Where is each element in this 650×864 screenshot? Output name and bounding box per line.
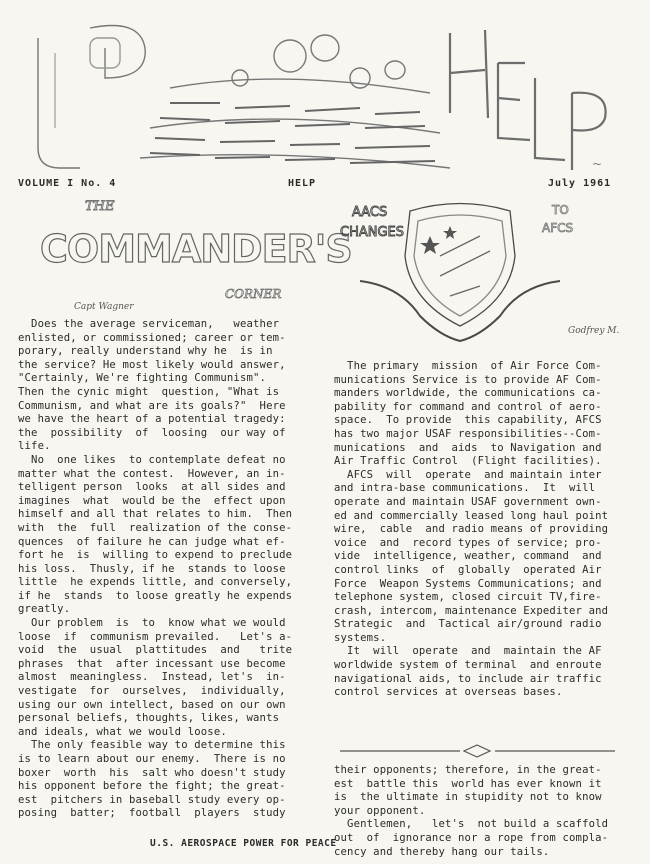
- commanders-article-continued: [334, 764, 608, 859]
- text-line: AFCS will operate and maintain inter: [334, 468, 602, 481]
- masthead-drawing: [20, 8, 640, 178]
- text-line: and ideals, what we would loose.: [18, 725, 227, 738]
- text-line: the service? He most likely would answer,: [18, 358, 286, 371]
- text-line: almost meaningless. Instead, let's in-: [18, 671, 286, 684]
- text-line: vide intelligence, weather, command and: [334, 550, 602, 563]
- text-line: personal beliefs, thoughts, likes, wants: [18, 712, 280, 725]
- text-line: imagines what would be the effect upon: [18, 494, 286, 507]
- text-line: void the usual plattitudes and trite: [18, 644, 293, 657]
- text-line: vestigate for ourselves, individually,: [18, 685, 286, 698]
- text-line: manders worldwide, the communications ca-: [334, 387, 602, 400]
- issue-date: July 1961: [548, 178, 612, 189]
- commanders-article: [18, 318, 292, 821]
- text-line: the possibility of loosing our way of: [18, 426, 286, 439]
- text-line: Then the cynic might question, "What is: [18, 385, 280, 398]
- text-line: quences of failure he can judge what ef-: [18, 535, 286, 548]
- text-line: space. To provide this capability, AFCS: [334, 414, 602, 427]
- aacs-emblem: [330, 196, 590, 356]
- masthead-art: [20, 8, 640, 178]
- to-line2: AFCS: [542, 221, 574, 235]
- text-line: "Certainly, We're fighting Communism".: [18, 372, 267, 385]
- text-line: navigational aids, to include air traffic: [334, 672, 602, 685]
- text-line: greatly.: [18, 603, 71, 616]
- text-line: It will operate and maintain the AF: [334, 645, 602, 658]
- text-line: using our own intellect, based on our own: [18, 698, 286, 711]
- aacs-title-line2: CHANGES: [340, 225, 405, 240]
- title-the: THE: [85, 199, 115, 214]
- text-line: est pitchers in baseball study every op-: [18, 793, 286, 806]
- text-line: and intra-base communications. It will: [334, 482, 596, 495]
- text-line: with the full realization of the conse-: [18, 521, 293, 534]
- to-line1: TO: [552, 203, 569, 217]
- text-line: if he stands to loose greatly he expends: [18, 589, 293, 602]
- signature-godfrey: Godfrey M.: [568, 326, 620, 336]
- text-line: control links of globally operated Air: [334, 563, 602, 576]
- text-line: The only feasible way to determine this: [18, 739, 286, 752]
- footer-slogan: U.S. AEROSPACE POWER FOR PEACE: [150, 838, 337, 849]
- text-line: pability for command and control of aero-: [334, 400, 602, 413]
- text-line: voice and record types of service; pro-: [334, 536, 602, 549]
- volume-number: VOLUME I No. 4: [18, 178, 117, 189]
- text-line: their opponents; therefore, in the great-: [334, 764, 602, 776]
- text-line: boxer worth his salt who doesn't study: [18, 766, 286, 779]
- text-line: matter what the contest. However, an in-: [18, 467, 286, 480]
- text-line: telligent person looks at all sides and: [18, 481, 286, 494]
- text-line: Communism, and what are its goals?" Here: [18, 399, 286, 412]
- signature-wagner: Capt Wagner: [74, 302, 134, 312]
- text-line: porary, really understand why he is in: [18, 345, 273, 358]
- text-line: est battle this world has ever known it: [334, 777, 602, 790]
- commanders-corner-lettering: [40, 196, 352, 316]
- text-line: munications Service is to provide AF Com-: [334, 373, 602, 386]
- text-line: ed and commercially leased long haul point: [334, 509, 609, 522]
- text-line: is to learn about our enemy. There is no: [18, 753, 286, 765]
- text-line: telephone system, closed circuit TV,fire-: [334, 591, 602, 604]
- text-line: himself and all that relates to him. Then: [18, 508, 293, 521]
- text-line: loose if communism prevailed. Let's a-: [18, 630, 293, 643]
- text-line: cency and thereby hang our tails.: [334, 845, 550, 858]
- text-line: munications and aids to Navigation and: [334, 441, 602, 454]
- title-commanders: COMMANDER'S: [40, 227, 352, 271]
- text-line: we have the heart of a potential tragedy:: [18, 413, 286, 426]
- text-line: control services at overseas bases.: [334, 686, 563, 699]
- aacs-title-line1: AACS: [352, 205, 388, 220]
- section-divider: [340, 744, 615, 758]
- emblem-drawing: [330, 196, 590, 356]
- text-line: operate and maintain USAF government own-: [334, 495, 602, 508]
- text-line: Gentlemen, let's not build a scaffold: [334, 818, 609, 831]
- text-line: Air Traffic Control (Flight facilities).: [334, 455, 602, 468]
- svg-text:~: ~: [592, 157, 603, 171]
- text-line: wire, cable and radio means of providing: [334, 523, 609, 536]
- text-line: Force Weapon Systems Communications; and: [334, 577, 602, 590]
- text-line: crash, intercom, maintenance Expediter and: [334, 604, 609, 617]
- text-line: systems.: [334, 631, 387, 644]
- text-line: Our problem is to know what we would: [18, 617, 286, 630]
- aacs-article: [334, 360, 608, 700]
- text-line: The primary mission of Air Force Com-: [334, 360, 602, 372]
- text-line: Does the average serviceman, weather: [18, 318, 280, 330]
- text-line: worldwide system of terminal and enroute: [334, 659, 602, 672]
- text-line: his opponent before the fight; the great-: [18, 780, 286, 793]
- text-line: your opponent.: [334, 804, 426, 817]
- text-line: phrases that after incessant use become: [18, 657, 286, 670]
- text-line: has two major USAF responsibilities--Com-: [334, 427, 602, 440]
- text-line: fort he is willing to expend to preclude: [18, 549, 293, 562]
- text-line: his loss. Thusly, if he stands to loose: [18, 562, 286, 575]
- issue-title: HELP: [288, 178, 317, 189]
- text-line: is the ultimate in stupidity not to know: [334, 791, 602, 804]
- text-line: out of ignorance nor a rope from compla-: [334, 831, 609, 844]
- title-corner: CORNER: [225, 287, 282, 301]
- text-line: life.: [18, 440, 51, 453]
- text-line: enlisted, or commissioned; career or tem-: [18, 331, 286, 344]
- commanders-corner-title: [40, 196, 352, 316]
- text-line: Strategic and Tactical air/ground radio: [334, 618, 602, 631]
- text-line: little he expends little, and conversely,: [18, 576, 293, 589]
- text-line: No one likes to contemplate defeat no: [18, 453, 286, 466]
- text-line: posing batter; football players study: [18, 807, 286, 820]
